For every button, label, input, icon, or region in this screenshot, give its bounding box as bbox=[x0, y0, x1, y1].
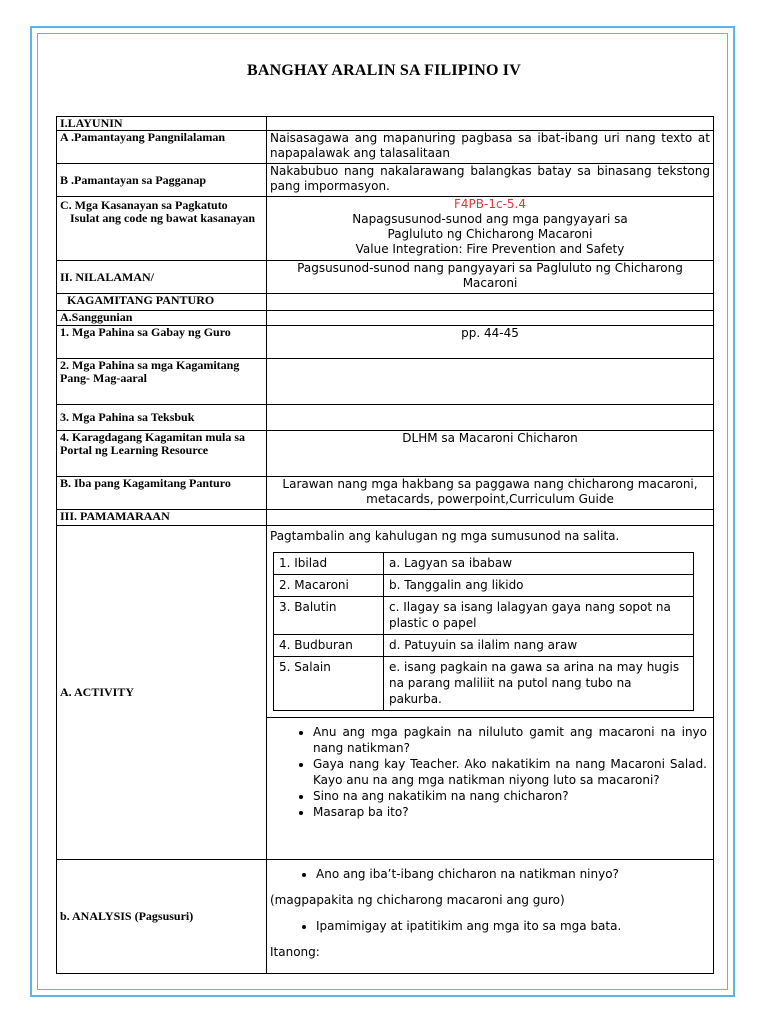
karagdagang-label: 4. Karagdagang Kagamitan mula sa Portal ng Learning Resource bbox=[57, 431, 267, 477]
vocab-row bbox=[274, 553, 694, 575]
activity-questions bbox=[267, 717, 713, 830]
kasanayan-label bbox=[57, 197, 267, 261]
vocab-meaning: c. Ilagay sa isang lalagyan gaya nang sopot na plastic o papel bbox=[384, 597, 694, 635]
kasanayan-label-title: C. Mga Kasanayan sa Pagkatuto bbox=[60, 198, 228, 212]
pamantayang-label: A .Pamantayang Pangnilalaman bbox=[57, 131, 267, 164]
teksbuk-label: 3. Mga Pahina sa Teksbuk bbox=[57, 405, 267, 431]
kasanayan-line-3: Value Integration: Fire Prevention and Safety bbox=[355, 242, 625, 256]
vocab-meaning: b. Tanggalin ang likido bbox=[384, 575, 694, 597]
kagamitan-label: KAGAMITANG PANTURO bbox=[57, 294, 267, 311]
empty-cell bbox=[267, 294, 714, 311]
kasanayan-line-1: Napagsusunod-sunod ang mga pangyayari sa bbox=[352, 212, 628, 226]
activity-bullet-list bbox=[267, 724, 707, 820]
activity-label: A. ACTIVITY bbox=[57, 526, 267, 860]
section-layunin: I.LAYUNIN bbox=[57, 117, 267, 131]
kasanayan-code: F4PB-1c-5.4 bbox=[454, 197, 526, 211]
vocab-term: 3. Balutin bbox=[274, 597, 384, 635]
vocab-term: 4. Budburan bbox=[274, 635, 384, 657]
karagdagang-text: DLHM sa Macaroni Chicharon bbox=[267, 431, 714, 477]
kasanayan-line-2: Pagluluto ng Chicharong Macaroni bbox=[387, 227, 593, 241]
empty-cell bbox=[267, 405, 714, 431]
empty-cell bbox=[267, 359, 714, 405]
section-pamamaraan: III. PAMAMARAAN bbox=[57, 510, 267, 526]
kasanayan-text bbox=[267, 197, 714, 261]
activity-intro: Pagtambalin ang kahulugan ng mga sumusunod na salita. bbox=[270, 529, 620, 543]
pamantayang-text: Naisasagawa ang mapanuring pagbasa sa ibat-ibang uri nang texto at napapalawak ang talasalitaan bbox=[267, 131, 714, 164]
analysis-content bbox=[267, 860, 714, 974]
nilalaman-text: Pagsusunod-sunod nang pangyayari sa Pagluluto ng Chicharong Macaroni bbox=[267, 261, 714, 294]
gabay-text: pp. 44-45 bbox=[267, 326, 714, 359]
list-item: • Ano ang iba’t-ibang chicharon na natikman ninyo? bbox=[316, 866, 710, 882]
nilalaman-label: II. NILALAMAN/ bbox=[57, 261, 267, 294]
list-item: • Sino na ang nakatikim na nang chicharon? bbox=[313, 788, 707, 804]
empty-cell bbox=[267, 117, 714, 131]
vocab-term: 1. Ibilad bbox=[274, 553, 384, 575]
gabay-label: 1. Mga Pahina sa Gabay ng Guro bbox=[57, 326, 267, 359]
list-item: • Anu ang mga pagkain na niluluto gamit ang macaroni na inyo nang natikman? bbox=[313, 724, 707, 756]
vocab-table bbox=[273, 552, 694, 711]
analysis-bullet-2 bbox=[270, 918, 710, 934]
document-title: BANGHAY ARALIN SA FILIPINO IV bbox=[246, 62, 521, 79]
vocab-row bbox=[274, 597, 694, 635]
lesson-plan-table bbox=[56, 116, 714, 974]
vocab-row bbox=[274, 575, 694, 597]
vocab-row bbox=[274, 657, 694, 711]
kasanayan-label-note: Isulat ang code ng bawat kasanayan bbox=[70, 211, 256, 225]
vocab-row bbox=[274, 635, 694, 657]
iba-text: Larawan nang mga hakbang sa paggawa nang chicharong macaroni, metacards, powerpoint,Curriculum Guide bbox=[267, 477, 714, 510]
list-item: • Ipamimigay at ipatitikim ang mga ito sa mga bata. bbox=[316, 918, 710, 934]
vocab-term: 5. Salain bbox=[274, 657, 384, 711]
empty-cell bbox=[267, 311, 714, 326]
vocab-meaning: a. Lagyan sa ibabaw bbox=[384, 553, 694, 575]
analysis-bullet-1 bbox=[270, 866, 710, 882]
list-item: • Masarap ba ito? bbox=[313, 804, 707, 820]
list-item: • Gaya nang kay Teacher. Ako nakatikim na nang Macaroni Salad. Kayo anu na ang mga natikman niyong luto sa macaroni? bbox=[313, 756, 707, 788]
pagganap-text: Nakabubuo nang nakalarawang balangkas batay sa binasang tekstong pang impormasyon. bbox=[267, 164, 714, 197]
pagganap-label: B .Pamantayan sa Pagganap bbox=[57, 164, 267, 197]
magaaral-label: 2. Mga Pahina sa mga Kagamitang Pang- Mag-aaral bbox=[57, 359, 267, 405]
activity-content bbox=[267, 526, 714, 860]
analysis-paren: (magpapakita ng chicharong macaroni ang guro) bbox=[270, 893, 565, 907]
vocab-term: 2. Macaroni bbox=[274, 575, 384, 597]
vocab-meaning: e. isang pagkain na gawa sa arina na may hugis na parang maliliit na putol nang tubo na pakurba. bbox=[384, 657, 694, 711]
analysis-itanong: Itanong: bbox=[270, 945, 320, 959]
iba-label: B. Iba pang Kagamitang Panturo bbox=[57, 477, 267, 510]
empty-cell bbox=[267, 510, 714, 526]
vocab-meaning: d. Patuyuin sa ilalim nang araw bbox=[384, 635, 694, 657]
analysis-label: b. ANALYSIS (Pagsusuri) bbox=[57, 860, 267, 974]
sanggunian-label: A.Sanggunian bbox=[57, 311, 267, 326]
